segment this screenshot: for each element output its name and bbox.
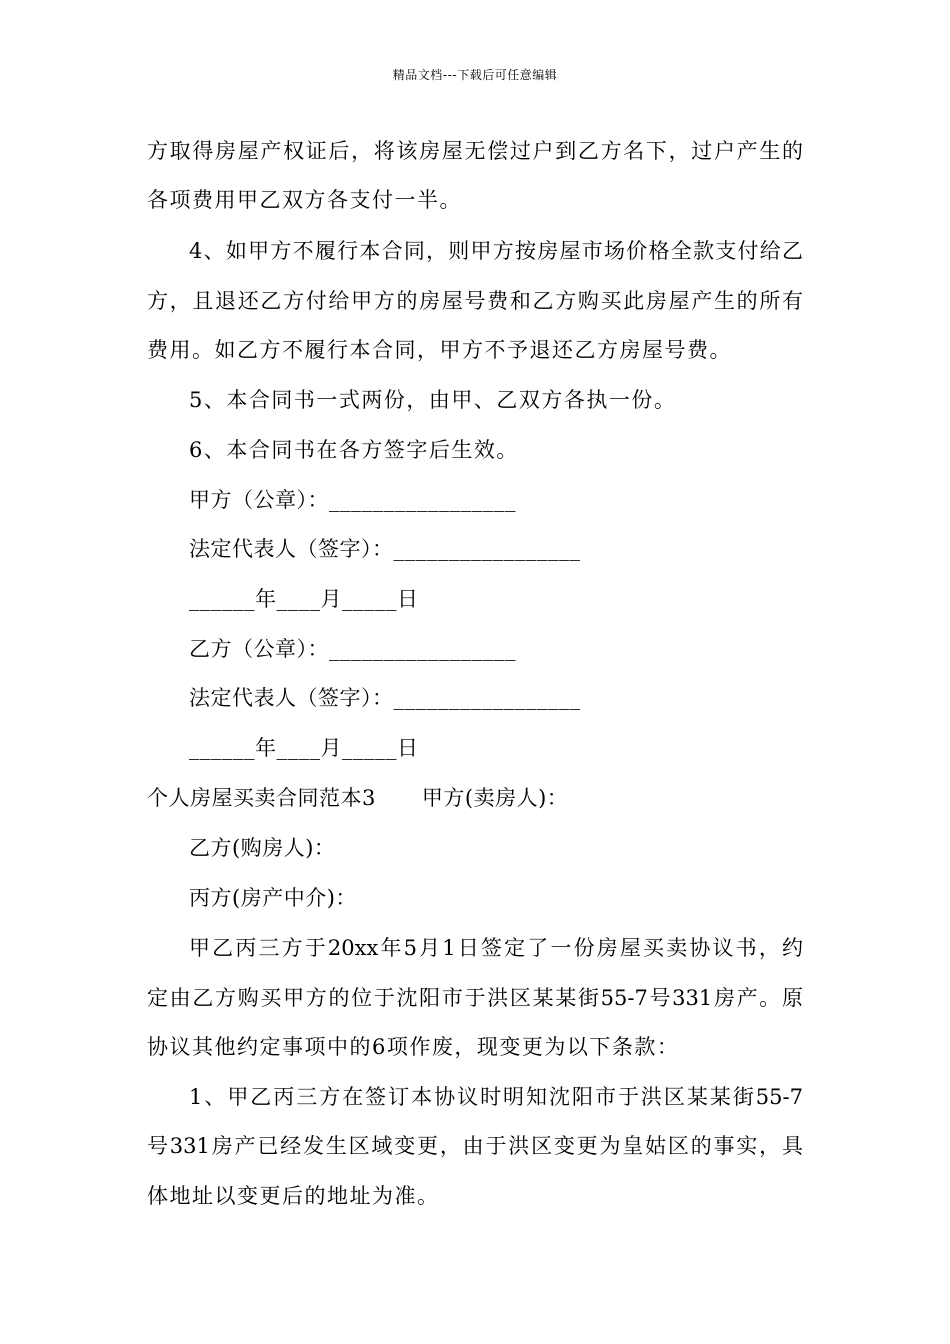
paragraph-line: 4、如甲方不履行本合同，则甲方按房屋市场价格全款支付给乙	[189, 239, 803, 263]
party-c-label: 丙方(房产中介)：	[189, 886, 357, 910]
signature-line-party-b-seal: 乙方（公章）：_________________	[189, 637, 516, 661]
section-title: 个人房屋买卖合同范本3	[147, 786, 376, 810]
date-line-party-a: ______年____月_____日	[189, 587, 419, 611]
date-line-party-b: ______年____月_____日	[189, 736, 419, 760]
paragraph-line: 定由乙方购买甲方的位于沈阳市于洪区某某街55-7号331房产。原	[147, 986, 803, 1010]
section-title-line	[147, 783, 568, 813]
signature-line-party-b-rep: 法定代表人（签字）：_________________	[189, 686, 581, 710]
signature-line-party-a-seal: 甲方（公章）：_________________	[189, 488, 516, 512]
page-header: 精品文档---下载后可任意编辑	[392, 68, 558, 82]
paragraph-line: 方，且退还乙方付给甲方的房屋号费和乙方购买此房屋产生的所有	[147, 289, 803, 313]
paragraph-line: 6、本合同书在各方签字后生效。	[189, 438, 519, 462]
paragraph-line: 方取得房屋产权证后，将该房屋无偿过户到乙方名下，过户产生的	[147, 139, 803, 163]
party-b-label: 乙方(购房人)：	[189, 836, 336, 860]
paragraph-line: 1、甲乙丙三方在签订本协议时明知沈阳市于洪区某某街55-7	[189, 1085, 803, 1109]
paragraph-line: 各项费用甲乙双方各支付一半。	[147, 188, 462, 212]
party-a-label: 甲方(卖房人)：	[421, 786, 569, 810]
paragraph-line: 协议其他约定事项中的6项作废，现变更为以下条款：	[147, 1035, 680, 1059]
signature-line-party-a-rep: 法定代表人（签字）：_________________	[189, 537, 581, 561]
paragraph-line: 甲乙丙三方于20xx年5月1日签定了一份房屋买卖协议书，约	[189, 936, 803, 960]
paragraph-line: 号331房产已经发生区域变更，由于洪区变更为皇姑区的事实，具	[147, 1134, 803, 1158]
paragraph-line: 费用。如乙方不履行本合同，甲方不予退还乙方房屋号费。	[147, 338, 732, 362]
paragraph-line: 体地址以变更后的地址为准。	[147, 1184, 440, 1208]
paragraph-line: 5、本合同书一式两份，由甲、乙双方各执一份。	[189, 388, 677, 412]
